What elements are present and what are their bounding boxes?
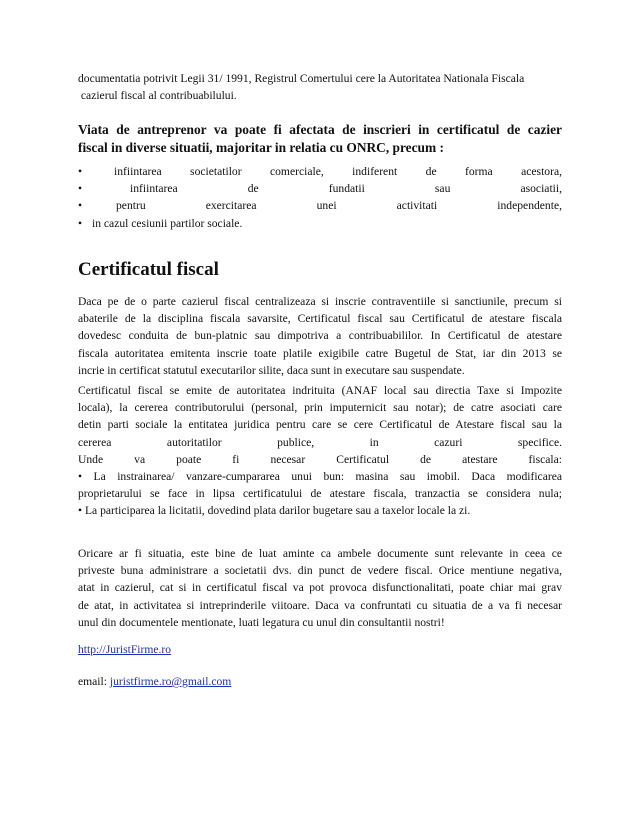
email-line <box>78 673 562 690</box>
paragraph-line: Unde va poate fi necesar Certificatul de atestare fiscala: <box>78 452 562 466</box>
email-link[interactable]: juristfirme.ro@gmail.com <box>109 675 232 688</box>
list-item <box>78 163 562 180</box>
paragraph-line: detin parti sociale la entitatea juridica pentru care se cere Certificatul de Atestare fiscal sau la <box>78 418 562 432</box>
paragraph-cazier <box>78 293 562 379</box>
bullet-marker: • <box>78 216 83 230</box>
section-title <box>78 259 562 281</box>
website-line <box>78 641 562 658</box>
paragraph-line: fiscala autoritatea emitenta inscrie toate platile exigibile catre Bugetul de Stat, iar din 2013 se <box>78 346 562 360</box>
bullet-text: in cazul cesiunii partilor sociale. <box>92 216 243 230</box>
bold-heading <box>78 121 562 156</box>
intro-paragraph <box>78 70 562 104</box>
paragraph-line: atat in cazierul, cat si in certificatul fiscal va pot provoca disfunctionalitati, poate chiar mai grav <box>78 581 562 595</box>
paragraph-line: priveste buna administrare a societatii dvs. din punct de vedere fiscal. Orice mentiune negativa, <box>78 564 562 578</box>
intro-line: cazierul fiscal al contribuabilului. <box>78 89 237 103</box>
paragraph-line: de atat, in activitatea si intreprinderile viitoare. Daca va confruntati cu situatia de a va fi necesar <box>78 598 562 612</box>
list-item <box>78 215 562 232</box>
paragraph-line: unul din documentele mentionate, luati legatura cu unul din consultantii nostri! <box>78 615 445 629</box>
bullet-text: infiintarea societatilor comerciale, indiferent de forma acestora, <box>114 165 562 178</box>
paragraph-line: dovedesc conduita de bun-platnic sau dimpotriva a contribuabililor. In Certificatul de atestare <box>78 329 562 343</box>
bold-heading-line: Viata de antreprenor va poate fi afectata de inscrieri in certificatul de cazier <box>78 122 562 137</box>
paragraph-line: proprietarului se face in lipsa certificatului de atestare fiscala, tranzactia se considera nula; <box>78 487 562 501</box>
paragraph-line: incrie in certificat statutul executarilor silite, daca sunt in executare sau suspendate. <box>78 363 465 377</box>
bullet-marker: • <box>78 199 83 213</box>
bullet-marker: • <box>78 182 83 196</box>
paragraph-line: locala), la cererea contributorului (personal, prin imputernicit sau notar); de catre asociati care <box>78 401 562 415</box>
email-row <box>78 673 562 690</box>
paragraph-line: Certificatul fiscal se emite de autoritatea indrituita (ANAF local sau directia Taxe si Impozite <box>78 384 562 397</box>
paragraph-line: cererea autoritatilor publice, in cazuri specifice. <box>78 435 562 449</box>
paragraph-line: • La participarea la licitatii, dovedind plata darilor bugetare sau a taxelor locale la zi. <box>78 504 471 518</box>
closing-paragraph <box>78 545 562 631</box>
paragraph-line: • La instrainarea/ vanzare-cumpararea unui bun: masina sau imobil. Daca modificarea <box>78 470 562 484</box>
bullet-text: infiintarea de fundatii sau asociatii, <box>130 182 562 196</box>
bold-heading-line: fiscal in diverse situatii, majoritar in relatia cu ONRC, precum : <box>78 139 444 155</box>
paragraph-line: abaterile de la disciplina fiscala savarsite, Certificatul fiscal sau Certificatul de atestare fiscala <box>78 312 562 326</box>
bullet-list <box>78 163 562 232</box>
list-item <box>78 180 562 197</box>
list-item <box>78 197 562 214</box>
website-link[interactable]: http://JuristFirme.ro <box>78 643 172 656</box>
paragraph-line: Daca pe de o parte cazierul fiscal centralizeaza si inscrie contraventiile si sanctiunile, precum si <box>78 295 562 308</box>
paragraph-line: Oricare ar fi situatia, este bine de luat aminte ca ambele documente sunt relevante in ceea ce <box>78 547 562 560</box>
page-title: Certificatul fiscal <box>78 259 219 280</box>
bullet-marker: • <box>78 165 83 178</box>
intro-line: documentatia potrivit Legii 31/ 1991, Registrul Comertului cere la Autoritatea Nationala Fiscala <box>78 72 525 85</box>
paragraph-emitere <box>78 382 562 520</box>
bullet-text: pentru exercitarea unei activitati independente, <box>116 199 562 213</box>
email-label: email: <box>78 675 110 688</box>
